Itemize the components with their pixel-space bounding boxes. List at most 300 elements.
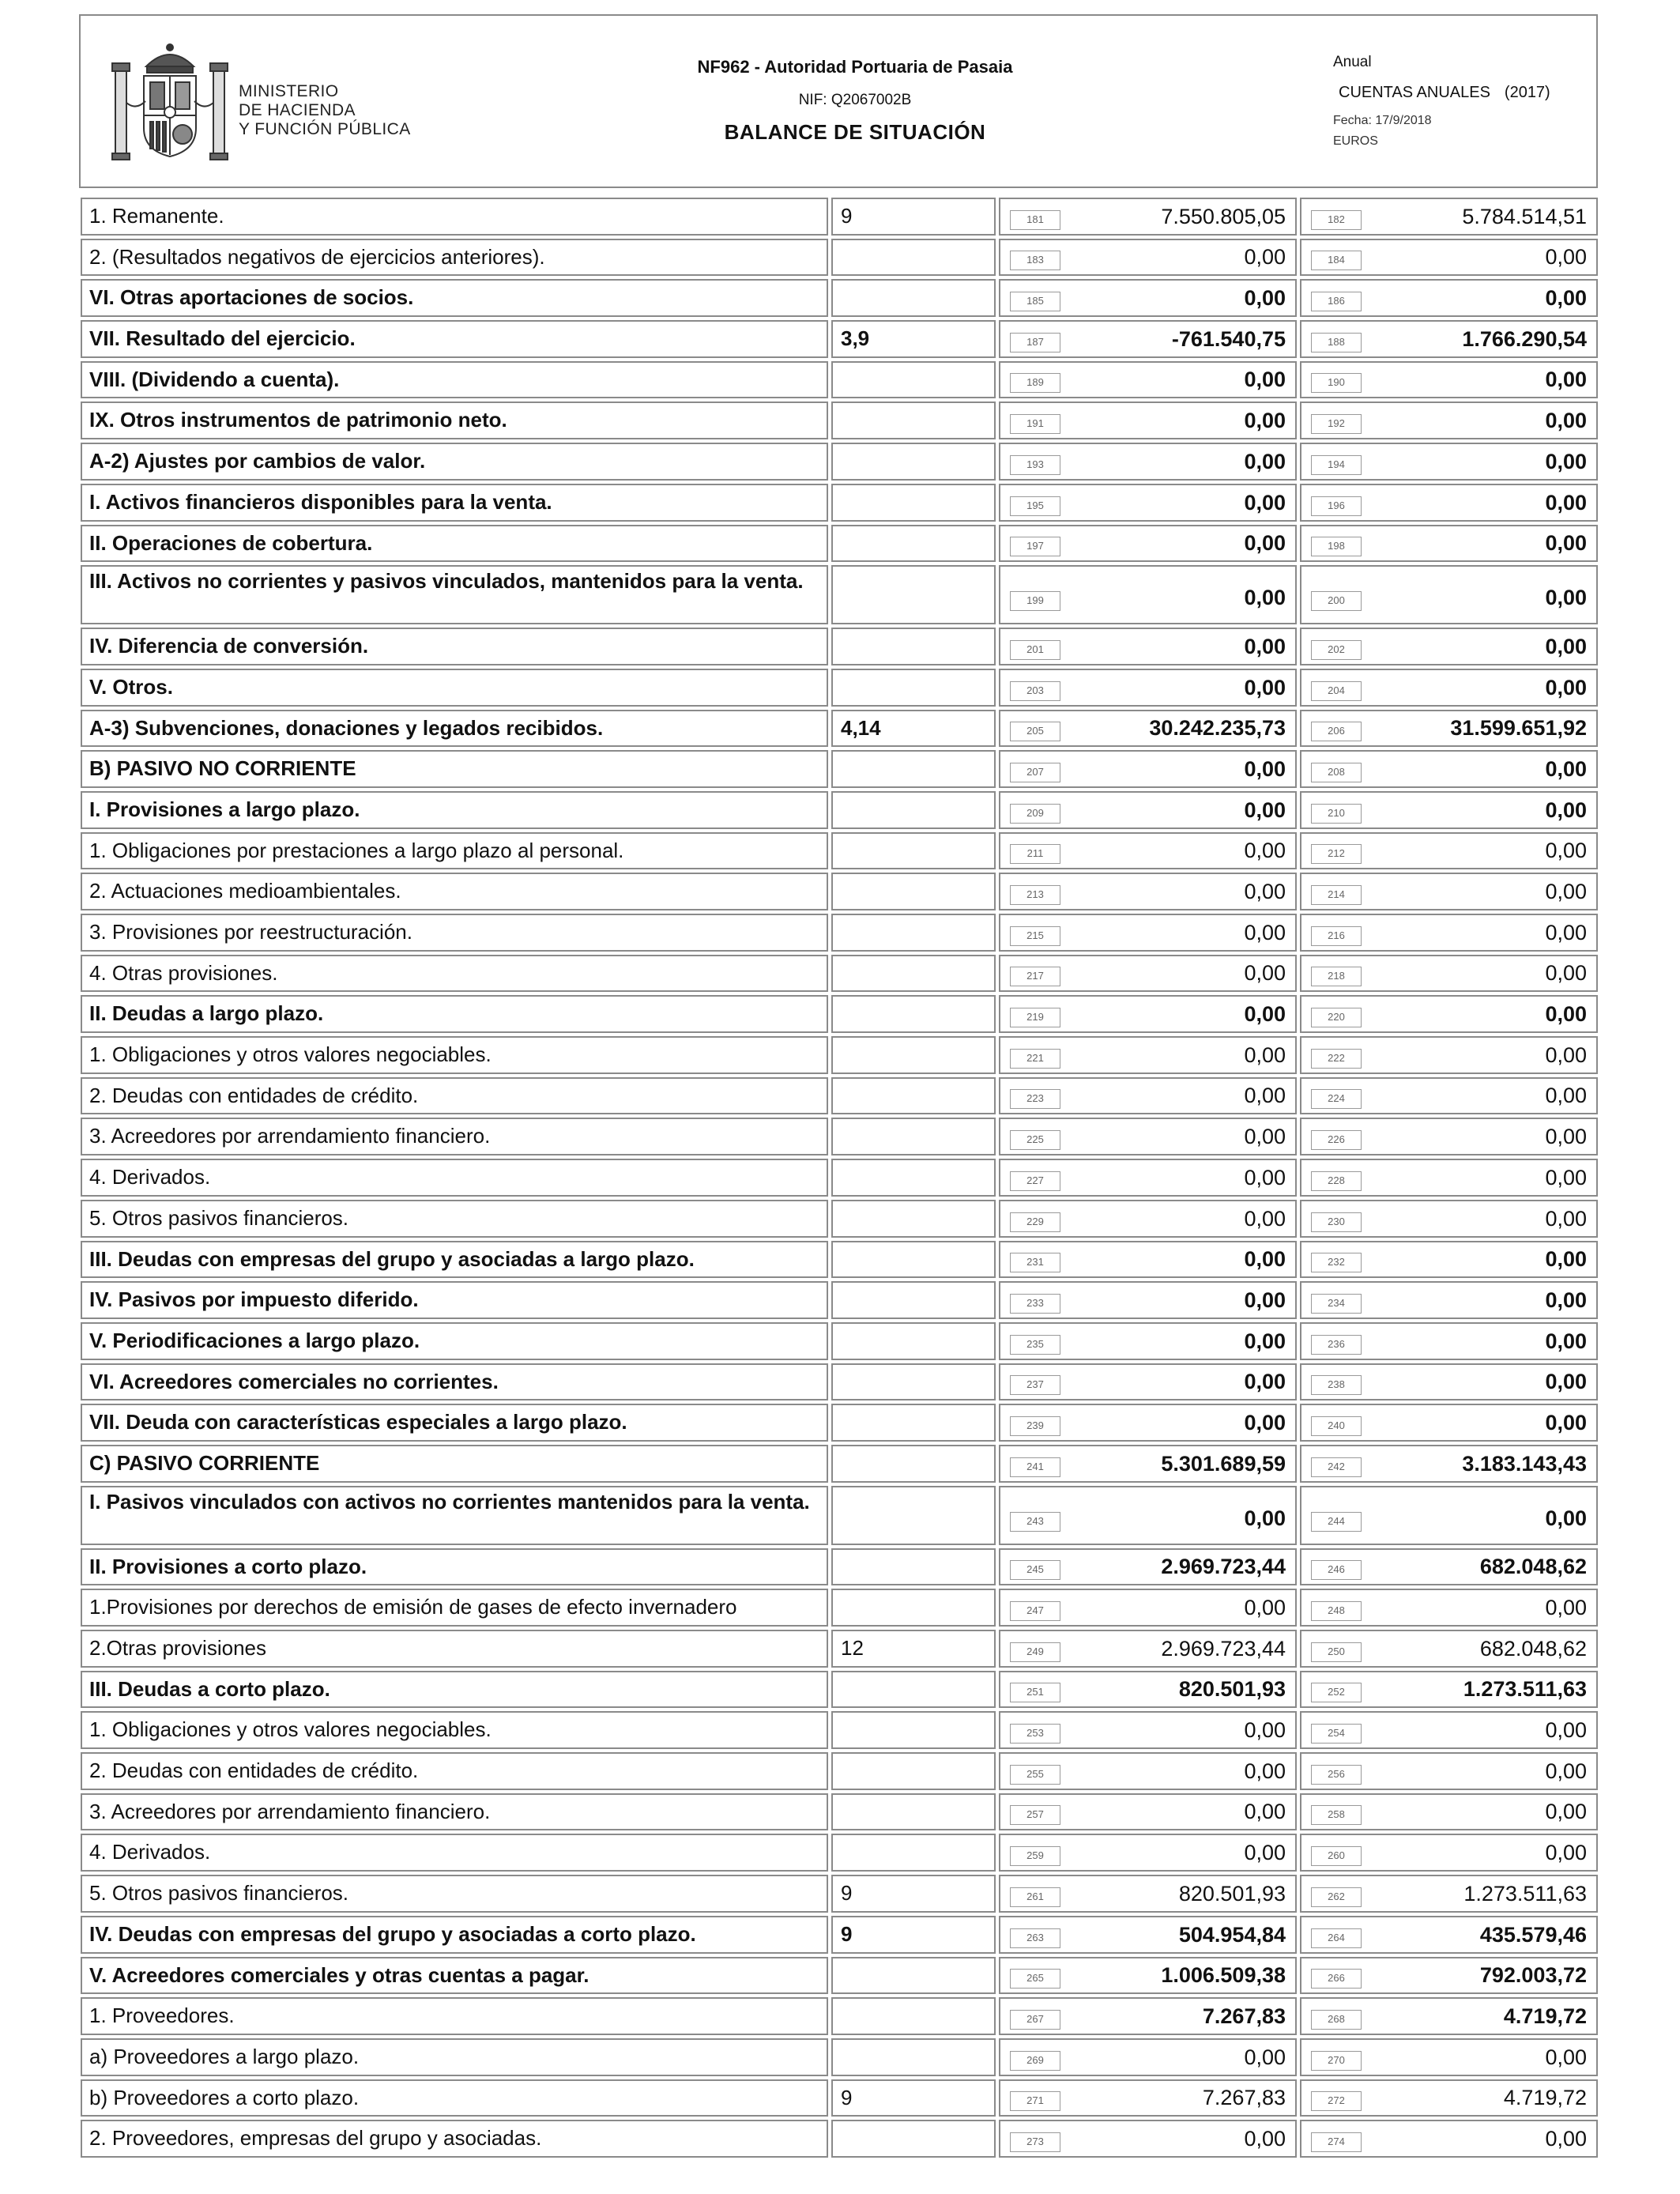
- prior-year-cell: [1300, 914, 1598, 952]
- current-year-cell: [999, 832, 1297, 870]
- table-row: [81, 1669, 1598, 1710]
- row-note-cell: [831, 484, 996, 522]
- field-code: 205: [1010, 722, 1060, 741]
- row-note-cell: [831, 791, 996, 829]
- row-label: III. Activos no corrientes y pasivos vinculados, mantenidos para la venta.: [89, 569, 804, 594]
- prior-year-value: 0,00: [1545, 1506, 1587, 1530]
- field-code: 259: [1010, 1846, 1060, 1866]
- current-year-value: 0,00: [1244, 449, 1286, 473]
- row-label-cell: [81, 873, 828, 910]
- row-label: 4. Derivados.: [89, 1165, 211, 1189]
- current-year-cell: [999, 669, 1297, 707]
- current-year-value: 820.501,93: [1178, 1677, 1286, 1702]
- row-label: VIII. (Dividendo a cuenta).: [89, 367, 340, 391]
- row-label: IV. Deudas con empresas del grupo y asociadas a corto plazo.: [89, 1921, 696, 1946]
- field-code: 274: [1311, 2132, 1362, 2152]
- row-label: V. Otros.: [89, 674, 173, 699]
- prior-year-cell: [1300, 1486, 1598, 1545]
- prior-year-cell: [1300, 1793, 1598, 1831]
- current-year-value: 0,00: [1244, 586, 1286, 610]
- field-code: 206: [1311, 722, 1362, 741]
- field-code: 231: [1010, 1253, 1060, 1272]
- row-note-cell: [831, 1159, 996, 1197]
- current-year-cell: [999, 1997, 1297, 2035]
- prior-year-cell: [1300, 750, 1598, 788]
- row-label-cell: [81, 1589, 828, 1627]
- row-label: IX. Otros instrumentos de patrimonio neto.: [89, 408, 507, 432]
- current-year-cell: [999, 750, 1297, 788]
- field-code: 255: [1010, 1765, 1060, 1785]
- current-year-value: 820.501,93: [1178, 1881, 1286, 1906]
- field-code: 185: [1010, 292, 1060, 311]
- row-note-cell: [831, 1589, 996, 1627]
- prior-year-value: 0,00: [1545, 2126, 1587, 2151]
- row-note-cell: [831, 525, 996, 563]
- row-label-cell: [81, 914, 828, 952]
- row-label: 2. Deudas con entidades de crédito.: [89, 1759, 419, 1783]
- row-label-cell: [81, 1875, 828, 1913]
- current-year-value: 0,00: [1244, 286, 1286, 311]
- row-label: 1. Proveedores.: [89, 2004, 235, 2028]
- currency: EUROS: [1333, 134, 1378, 148]
- field-code: 236: [1311, 1335, 1362, 1355]
- row-note-cell: [831, 2038, 996, 2076]
- current-year-cell: [999, 1445, 1297, 1483]
- row-label-cell: [81, 1404, 828, 1442]
- row-label-cell: [81, 484, 828, 522]
- prior-year-cell: [1300, 1834, 1598, 1872]
- field-code: 265: [1010, 1969, 1060, 1989]
- row-label: 3. Acreedores por arrendamiento financiero.: [89, 1124, 491, 1148]
- field-code: 266: [1311, 1969, 1362, 1989]
- field-code: 244: [1311, 1512, 1362, 1532]
- prior-year-value: 1.273.511,63: [1463, 1881, 1587, 1906]
- field-code: 181: [1010, 210, 1060, 230]
- row-note-cell: [831, 1200, 996, 1238]
- table-row: [81, 1076, 1598, 1117]
- row-note-cell: [831, 443, 996, 481]
- row-note-cell: [831, 361, 996, 399]
- current-year-cell: [999, 565, 1297, 624]
- current-year-value: 0,00: [1244, 1800, 1286, 1824]
- table-row: [81, 1996, 1598, 2037]
- row-note: 9: [841, 1881, 853, 1906]
- prior-year-value: 682.048,62: [1479, 1555, 1587, 1579]
- row-note-cell: [831, 401, 996, 439]
- table-row: [81, 400, 1598, 441]
- document-header: [79, 14, 1598, 188]
- prior-year-cell: [1300, 239, 1598, 277]
- prior-year-value: 0,00: [1545, 449, 1587, 473]
- row-label-cell: [81, 279, 828, 317]
- row-label: 1. Obligaciones y otros valores negociables.: [89, 1717, 492, 1742]
- current-year-cell: [999, 914, 1297, 952]
- row-note: 4,14: [841, 715, 881, 740]
- current-year-cell: [999, 791, 1297, 829]
- current-year-value: 2.969.723,44: [1161, 1555, 1286, 1579]
- table-row: [81, 2037, 1598, 2078]
- prior-year-value: 1.766.290,54: [1462, 326, 1587, 351]
- field-code: 232: [1311, 1253, 1362, 1272]
- row-note-cell: [831, 955, 996, 993]
- prior-year-value: 0,00: [1545, 1165, 1587, 1189]
- current-year-value: 0,00: [1244, 1287, 1286, 1312]
- row-label: II. Provisiones a corto plazo.: [89, 1554, 367, 1578]
- current-year-cell: [999, 198, 1297, 236]
- row-note: 9: [841, 204, 853, 228]
- prior-year-cell: [1300, 1671, 1598, 1709]
- prior-year-value: 3.183.143,43: [1462, 1451, 1587, 1476]
- row-label-cell: [81, 1630, 828, 1668]
- prior-year-cell: [1300, 1322, 1598, 1360]
- row-note-cell: [831, 1548, 996, 1586]
- field-code: 204: [1311, 681, 1362, 701]
- prior-year-cell: [1300, 710, 1598, 748]
- table-row: [81, 912, 1598, 953]
- current-year-cell: [999, 1957, 1297, 1995]
- prior-year-value: 0,00: [1545, 1370, 1587, 1394]
- current-year-value: 0,00: [1244, 756, 1286, 781]
- row-note-cell: [831, 1793, 996, 1831]
- field-code: 224: [1311, 1089, 1362, 1109]
- row-note-cell: [831, 750, 996, 788]
- table-row: [81, 1914, 1598, 1955]
- prior-year-cell: [1300, 1916, 1598, 1954]
- row-label-cell: [81, 2038, 828, 2076]
- current-year-cell: [999, 1671, 1297, 1709]
- field-code: 250: [1311, 1642, 1362, 1662]
- current-year-cell: [999, 484, 1297, 522]
- row-label: C) PASIVO CORRIENTE: [89, 1450, 320, 1475]
- table-row: [81, 1710, 1598, 1751]
- prior-year-cell: [1300, 1711, 1598, 1749]
- prior-year-cell: [1300, 565, 1598, 624]
- field-code: 194: [1311, 455, 1362, 475]
- field-code: 188: [1311, 333, 1362, 352]
- field-code: 229: [1010, 1212, 1060, 1232]
- prior-year-value: 0,00: [1545, 1800, 1587, 1824]
- field-code: 242: [1311, 1457, 1362, 1477]
- table-row: [81, 1116, 1598, 1157]
- row-label: 2. Actuaciones medioambientales.: [89, 879, 401, 903]
- field-code: 241: [1010, 1457, 1060, 1477]
- field-code: 189: [1010, 373, 1060, 393]
- row-label: 4. Otras provisiones.: [89, 960, 278, 985]
- current-year-cell: [999, 1241, 1297, 1279]
- field-code: 182: [1311, 210, 1362, 230]
- field-code: 247: [1010, 1601, 1060, 1621]
- current-year-cell: [999, 1711, 1297, 1749]
- row-note: 9: [841, 2085, 853, 2109]
- current-year-cell: [999, 995, 1297, 1033]
- field-code: 186: [1311, 292, 1362, 311]
- current-year-value: 0,00: [1244, 1759, 1286, 1783]
- row-label: 3. Acreedores por arrendamiento financiero.: [89, 1799, 491, 1823]
- field-code: 245: [1010, 1560, 1060, 1580]
- row-label-cell: [81, 750, 828, 788]
- table-row: [81, 1239, 1598, 1280]
- table-row: [81, 277, 1598, 319]
- prior-year-value: 0,00: [1545, 1596, 1587, 1619]
- field-code: 196: [1311, 496, 1362, 516]
- row-label-cell: [81, 1036, 828, 1074]
- row-label-cell: [81, 1916, 828, 1954]
- prior-year-cell: [1300, 2038, 1598, 2076]
- prior-year-cell: [1300, 361, 1598, 399]
- table-row: [81, 1832, 1598, 1873]
- row-note-cell: [831, 239, 996, 277]
- row-note-cell: [831, 320, 996, 358]
- current-year-value: 0,00: [1244, 961, 1286, 986]
- current-year-value: 0,00: [1244, 409, 1286, 433]
- current-year-cell: [999, 1793, 1297, 1831]
- field-code: 199: [1010, 591, 1060, 611]
- current-year-cell: [999, 1322, 1297, 1360]
- row-note-cell: [831, 1752, 996, 1790]
- current-year-value: 0,00: [1244, 1596, 1286, 1619]
- field-code: 230: [1311, 1212, 1362, 1232]
- prior-year-value: 0,00: [1545, 531, 1587, 556]
- prior-year-value: 0,00: [1545, 286, 1587, 311]
- field-code: 238: [1311, 1375, 1362, 1395]
- table-row: [81, 1873, 1598, 1914]
- prior-year-cell: [1300, 484, 1598, 522]
- row-note-cell: [831, 1834, 996, 1872]
- current-year-value: 0,00: [1244, 634, 1286, 658]
- field-code: 207: [1010, 763, 1060, 782]
- row-label: 1. Obligaciones por prestaciones a largo plazo al personal.: [89, 838, 624, 862]
- current-year-cell: [999, 2079, 1297, 2117]
- row-label-cell: [81, 1957, 828, 1995]
- row-note-cell: [831, 1486, 996, 1545]
- row-note-cell: [831, 1997, 996, 2035]
- prior-year-cell: [1300, 401, 1598, 439]
- row-note-cell: [831, 1077, 996, 1115]
- field-code: 273: [1010, 2132, 1060, 2152]
- row-label-cell: [81, 791, 828, 829]
- row-note-cell: [831, 1118, 996, 1155]
- field-code: 271: [1010, 2091, 1060, 2111]
- prior-year-cell: [1300, 1036, 1598, 1074]
- nif: NIF: Q2067002B: [798, 92, 912, 108]
- prior-year-cell: [1300, 1281, 1598, 1319]
- table-row: [81, 482, 1598, 523]
- prior-year-cell: [1300, 1957, 1598, 1995]
- current-year-cell: [999, 1875, 1297, 1913]
- prior-year-cell: [1300, 2120, 1598, 2158]
- row-label: 1.Provisiones por derechos de emisión de gases de efecto invernadero: [89, 1595, 737, 1619]
- current-year-cell: [999, 279, 1297, 317]
- current-year-value: 0,00: [1244, 1002, 1286, 1027]
- prior-year-value: 31.599.651,92: [1450, 716, 1587, 741]
- row-label-cell: [81, 1200, 828, 1238]
- row-note-cell: [831, 1404, 996, 1442]
- row-note-cell: [831, 710, 996, 748]
- table-row: [81, 1035, 1598, 1076]
- field-code: 228: [1311, 1171, 1362, 1191]
- row-note-cell: [831, 1241, 996, 1279]
- prior-year-cell: [1300, 669, 1598, 707]
- table-row: [81, 748, 1598, 790]
- prior-year-cell: [1300, 525, 1598, 563]
- row-label-cell: [81, 1711, 828, 1749]
- row-label-cell: [81, 1834, 828, 1872]
- current-year-value: 0,00: [1244, 1506, 1286, 1530]
- row-label: A-3) Subvenciones, donaciones y legados recibidos.: [89, 715, 604, 740]
- table-row: [81, 196, 1598, 237]
- current-year-value: 0,00: [1244, 2045, 1286, 2069]
- prior-year-value: 0,00: [1545, 961, 1587, 986]
- field-code: 219: [1010, 1008, 1060, 1027]
- current-year-value: 0,00: [1244, 1165, 1286, 1189]
- current-year-cell: [999, 628, 1297, 665]
- prior-year-value: 0,00: [1545, 368, 1587, 392]
- current-year-value: 0,00: [1244, 2126, 1286, 2151]
- row-label-cell: [81, 955, 828, 993]
- table-row: [81, 1157, 1598, 1198]
- current-year-cell: [999, 320, 1297, 358]
- current-year-cell: [999, 1548, 1297, 1586]
- prior-year-cell: [1300, 955, 1598, 993]
- table-row: [81, 1751, 1598, 1792]
- row-note-cell: [831, 279, 996, 317]
- row-label-cell: [81, 565, 828, 624]
- current-year-cell: [999, 1752, 1297, 1790]
- field-code: 216: [1311, 926, 1362, 946]
- prior-year-cell: [1300, 832, 1598, 870]
- field-code: 248: [1311, 1601, 1362, 1621]
- prior-year-value: 0,00: [1545, 1206, 1587, 1231]
- current-year-value: 7.267,83: [1202, 2086, 1286, 2110]
- row-label: 2.Otras provisiones: [89, 1636, 266, 1660]
- current-year-cell: [999, 1200, 1297, 1238]
- current-year-value: 0,00: [1244, 797, 1286, 822]
- table-row: [81, 831, 1598, 872]
- entity-name: NF962 - Autoridad Portuaria de Pasaia: [697, 57, 1013, 77]
- row-label: I. Pasivos vinculados con activos no corrientes mantenidos para la venta.: [89, 1489, 810, 1514]
- row-note-cell: [831, 1630, 996, 1668]
- field-code: 187: [1010, 333, 1060, 352]
- prior-year-cell: [1300, 2079, 1598, 2117]
- row-label-cell: [81, 443, 828, 481]
- table-row: [81, 1280, 1598, 1321]
- field-code: 202: [1311, 640, 1362, 660]
- prior-year-value: 0,00: [1545, 675, 1587, 699]
- prior-year-value: 0,00: [1545, 1002, 1587, 1027]
- field-code: 193: [1010, 455, 1060, 475]
- row-note-cell: [831, 669, 996, 707]
- row-label: IV. Diferencia de conversión.: [89, 634, 369, 658]
- table-row: [81, 360, 1598, 401]
- current-year-cell: [999, 1159, 1297, 1197]
- row-note: 9: [841, 1921, 853, 1946]
- field-code: 191: [1010, 414, 1060, 434]
- field-code: 272: [1311, 2091, 1362, 2111]
- current-year-cell: [999, 401, 1297, 439]
- prior-year-cell: [1300, 1997, 1598, 2035]
- prior-year-cell: [1300, 279, 1598, 317]
- row-note-cell: [831, 914, 996, 952]
- prior-year-cell: [1300, 1875, 1598, 1913]
- prior-year-cell: [1300, 1159, 1598, 1197]
- field-code: 222: [1311, 1049, 1362, 1069]
- row-note-cell: [831, 1875, 996, 1913]
- prior-year-value: 0,00: [1545, 1125, 1587, 1149]
- row-label: 2. (Resultados negativos de ejercicios anteriores).: [89, 244, 545, 269]
- current-year-value: 5.301.689,59: [1161, 1451, 1286, 1476]
- current-year-value: 0,00: [1244, 1125, 1286, 1149]
- row-label-cell: [81, 1363, 828, 1401]
- prior-year-value: 1.273.511,63: [1463, 1677, 1587, 1702]
- table-row: [81, 1402, 1598, 1443]
- row-note-cell: [831, 1957, 996, 1995]
- row-label: 3. Provisiones por reestructuración.: [89, 920, 412, 944]
- field-code: 262: [1311, 1887, 1362, 1907]
- field-code: 270: [1311, 2051, 1362, 2071]
- current-year-value: 0,00: [1244, 1718, 1286, 1743]
- prior-year-cell: [1300, 443, 1598, 481]
- current-year-value: 0,00: [1244, 920, 1286, 944]
- table-row: [81, 1362, 1598, 1403]
- field-code: 240: [1311, 1416, 1362, 1436]
- table-row: [81, 2118, 1598, 2159]
- prior-year-value: 0,00: [1545, 490, 1587, 515]
- ministry-name: MINISTERIO DE HACIENDA Y FUNCIÓN PÚBLICA: [239, 82, 411, 138]
- row-label-cell: [81, 239, 828, 277]
- field-code: 197: [1010, 537, 1060, 556]
- row-label: 2. Proveedores, empresas del grupo y asociadas.: [89, 2126, 542, 2151]
- row-label-cell: [81, 361, 828, 399]
- prior-year-value: 792.003,72: [1479, 1963, 1587, 1988]
- field-code: 235: [1010, 1335, 1060, 1355]
- prior-year-cell: [1300, 791, 1598, 829]
- current-year-cell: [999, 443, 1297, 481]
- field-code: 210: [1311, 804, 1362, 824]
- row-label-cell: [81, 1159, 828, 1197]
- row-label: VI. Acreedores comerciales no corrientes.: [89, 1369, 499, 1393]
- row-label: VI. Otras aportaciones de socios.: [89, 285, 414, 310]
- current-year-cell: [999, 1486, 1297, 1545]
- row-label-cell: [81, 669, 828, 707]
- prior-year-cell: [1300, 995, 1598, 1033]
- current-year-value: 0,00: [1244, 1410, 1286, 1434]
- row-label-cell: [81, 2120, 828, 2158]
- current-year-cell: [999, 1630, 1297, 1668]
- prior-year-value: 0,00: [1545, 1410, 1587, 1434]
- row-label: V. Periodificaciones a largo plazo.: [89, 1328, 420, 1352]
- prior-year-value: 0,00: [1545, 880, 1587, 903]
- prior-year-value: 0,00: [1545, 1759, 1587, 1783]
- current-year-value: 0,00: [1244, 1206, 1286, 1231]
- current-year-cell: [999, 873, 1297, 910]
- table-row: [81, 1198, 1598, 1239]
- prior-year-value: 0,00: [1545, 1841, 1587, 1865]
- field-code: 237: [1010, 1375, 1060, 1395]
- field-code: 190: [1311, 373, 1362, 393]
- prior-year-value: 0,00: [1545, 586, 1587, 610]
- field-code: 251: [1010, 1683, 1060, 1702]
- row-note-cell: [831, 1671, 996, 1709]
- current-year-cell: [999, 525, 1297, 563]
- prior-year-cell: [1300, 320, 1598, 358]
- row-note-cell: [831, 198, 996, 236]
- row-label-cell: [81, 710, 828, 748]
- current-year-cell: [999, 1118, 1297, 1155]
- field-code: 212: [1311, 844, 1362, 864]
- table-row: [81, 1628, 1598, 1669]
- row-label: A-2) Ajustes por cambios de valor.: [89, 449, 426, 473]
- row-note-cell: [831, 1711, 996, 1749]
